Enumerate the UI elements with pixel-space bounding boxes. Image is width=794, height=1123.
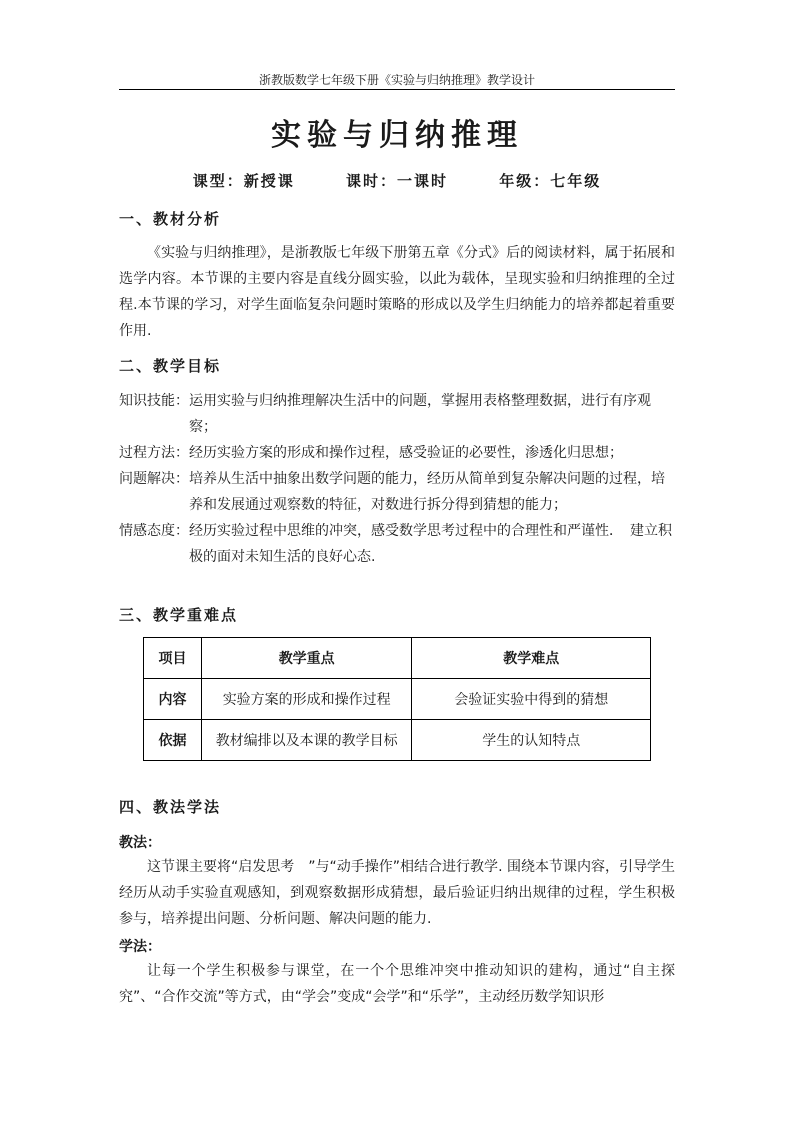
page-header: 浙教版数学七年级下册《实验与归纳推理》教学设计 (258, 73, 535, 87)
goal-label: 过程方法： (119, 445, 189, 461)
goal-process (119, 440, 675, 466)
table-row (144, 720, 651, 761)
goal-text: 运用实验与归纳推理解决生活中的问题，掌握用表格整理数据，进行有序观察； (189, 393, 651, 435)
lesson-period: 课时：一课时 (345, 172, 448, 190)
table-header-cell: 项目 (144, 638, 202, 679)
goal-text: 经历实验过程中思维的冲突，感受数学思考过程中的合理性和严谨性． 建立积极的面对未知生活的良好心态. (189, 523, 672, 565)
goal-problem-solving (119, 466, 675, 518)
lesson-type: 课型：新授课 (192, 172, 295, 190)
learning-method-paragraph: 让每一个学生积极参与课堂，在一个个思维冲突中推动知识的建构，通过“自主探究”、“合作交流”等方式，由“学会”变成“会学”和“乐学”，主动经历数学知识形 (119, 963, 675, 1005)
goal-attitude (119, 518, 675, 570)
table-cell: 实验方案的形成和操作过程 (201, 679, 412, 720)
table-header-cell: 教学难点 (412, 638, 651, 679)
header-rule (119, 89, 675, 90)
learning-method-label: 学法： (119, 939, 161, 955)
lesson-grade: 年级：七年级 (499, 172, 602, 190)
table-row-head: 依据 (144, 720, 202, 761)
table-row-head: 内容 (144, 679, 202, 720)
table-row (144, 679, 651, 720)
table-header-cell: 教学重点 (201, 638, 412, 679)
goal-label: 问题解决： (119, 471, 189, 487)
table-header-row (144, 638, 651, 679)
document-title: 实验与归纳推理 (271, 118, 523, 153)
goal-label: 知识技能： (119, 393, 189, 409)
teaching-method-label: 教法： (119, 835, 161, 851)
section-heading-key-points: 三、教学重难点 (119, 606, 239, 624)
goal-knowledge (119, 388, 675, 440)
table-cell: 教材编排以及本课的教学目标 (201, 720, 412, 761)
goal-text: 经历实验方案的形成和操作过程，感受验证的必要性，渗透化归思想； (189, 445, 623, 461)
table-cell: 学生的认知特点 (412, 720, 651, 761)
table-cell: 会验证实验中得到的猜想 (412, 679, 651, 720)
lesson-meta (0, 170, 794, 191)
analysis-paragraph: 《实验与归纳推理》，是浙教版七年级下册第五章《分式》后的阅读材料，属于拓展和选学内容。本节课的主要内容是直线分圆实验，以此为载体，呈现实验和归纳推理的全过程.本节课的学习，对学生面临复杂问题时策略的形成以及学生归纳能力的培养都起着重要作用. (119, 245, 675, 339)
teaching-method-paragraph: 这节课主要将“启发思考 ”与“动手操作”相结合进行教学. 围绕本节课内容，引导学生经历从动手实验直观感知，到观察数据形成猜想，最后验证归纳出规律的过程，学生积极参与，培养提出问题、分析问题、解决问题的能力. (119, 859, 675, 927)
key-points-table (143, 637, 651, 761)
section-heading-goals: 二、教学目标 (119, 357, 222, 375)
goal-label: 情感态度： (119, 523, 189, 539)
section-heading-analysis: 一、教材分析 (119, 210, 222, 228)
section-heading-methods: 四、教法学法 (119, 798, 222, 816)
goal-text: 培养从生活中抽象出数学问题的能力，经历从简单到复杂解决问题的过程，培养和发展通过观察数的特征，对数进行拆分得到猜想的能力； (189, 471, 665, 513)
